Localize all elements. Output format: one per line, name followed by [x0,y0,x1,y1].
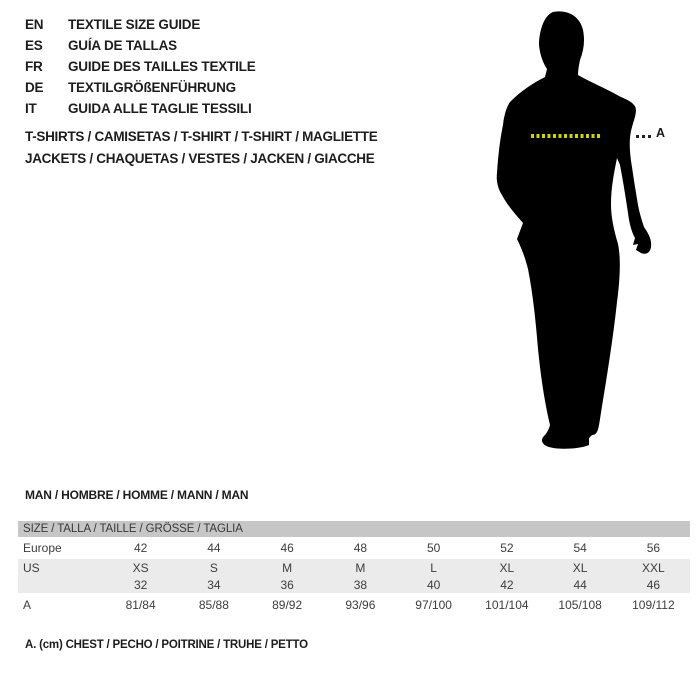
section-title-man: MAN / HOMBRE / HOMME / MANN / MAN [25,488,249,502]
language-row [25,35,256,56]
size-table-header: SIZE / TALLA / TAILLE / GRÖSSE / TAGLIA [18,521,690,537]
size-cell: 85/88 [198,598,229,612]
size-cell: 50 [426,541,441,555]
size-cell: 81/84 [125,598,156,612]
size-cell: 93/96 [345,598,376,612]
row-label: US [23,560,40,575]
size-cell: L [430,560,437,575]
language-code: IT [25,101,37,116]
language-code: EN [25,17,44,32]
language-title: GUIDA ALLE TAGLIE TESSILI [68,101,252,116]
product-line-jackets: JACKETS / CHAQUETAS / VESTES / JACKEN / GIACCHE [25,151,375,166]
language-code: ES [25,38,43,53]
size-cell: 54 [573,541,587,555]
measurement-footnote: A. (cm) CHEST / PECHO / POITRINE / TRUHE / PETTO [25,639,308,651]
row-label: A [23,598,32,612]
language-row [25,77,256,98]
language-row [25,98,256,119]
language-code: DE [25,80,44,95]
size-cell: XS [132,560,149,575]
language-title: TEXTILGRÖßENFÜHRUNG [68,80,236,95]
size-cell: 34 [207,577,221,592]
size-cell: 56 [646,541,661,555]
size-cell: M [282,560,293,575]
size-cell: 44 [573,577,587,592]
size-cell: XL [499,560,515,575]
size-cell: 101/104 [485,598,529,612]
size-cell: 48 [353,541,368,555]
table-row-europe [18,537,690,559]
size-cell: XL [572,560,588,575]
size-cell: 52 [500,541,514,555]
man-silhouette-figure [495,8,665,458]
size-cell: 105/108 [558,598,602,612]
size-cell: XXL [642,560,665,575]
row-label: Europe [23,541,62,555]
language-row [25,14,256,35]
size-cell: 32 [133,577,148,592]
size-cell: 46 [646,577,661,592]
language-code: FR [25,59,43,74]
language-title: TEXTILE SIZE GUIDE [68,17,201,32]
size-table [18,521,690,617]
language-row [25,56,256,77]
size-cell: 42 [133,541,148,555]
size-cell: M [355,560,366,575]
language-title: GUÍA DE TALLAS [68,38,177,53]
product-line-tshirts: T-SHIRTS / CAMISETAS / T-SHIRT / T-SHIRT / MAGLIETTE [25,129,378,144]
table-row-us [18,559,690,576]
size-cell: 89/92 [272,598,303,612]
size-cell: S [209,560,218,575]
language-list [25,14,256,119]
size-cell: 40 [426,577,441,592]
table-row-us-numeric [18,576,690,593]
chest-measure-leader-line [636,135,653,138]
chest-measure-dashed-line [531,134,602,138]
size-cell: 38 [353,577,368,592]
size-cell: 42 [500,577,514,592]
size-cell: 36 [280,577,294,592]
product-categories [25,126,377,170]
size-cell: 109/112 [632,598,675,612]
chest-measure-label: A [656,126,666,140]
man-silhouette [495,8,660,458]
size-cell: 44 [207,541,221,555]
language-title: GUIDE DES TAILLES TEXTILE [68,59,256,74]
table-row-chest-cm [18,593,690,617]
size-cell: 46 [280,541,294,555]
size-cell: 97/100 [415,598,452,612]
